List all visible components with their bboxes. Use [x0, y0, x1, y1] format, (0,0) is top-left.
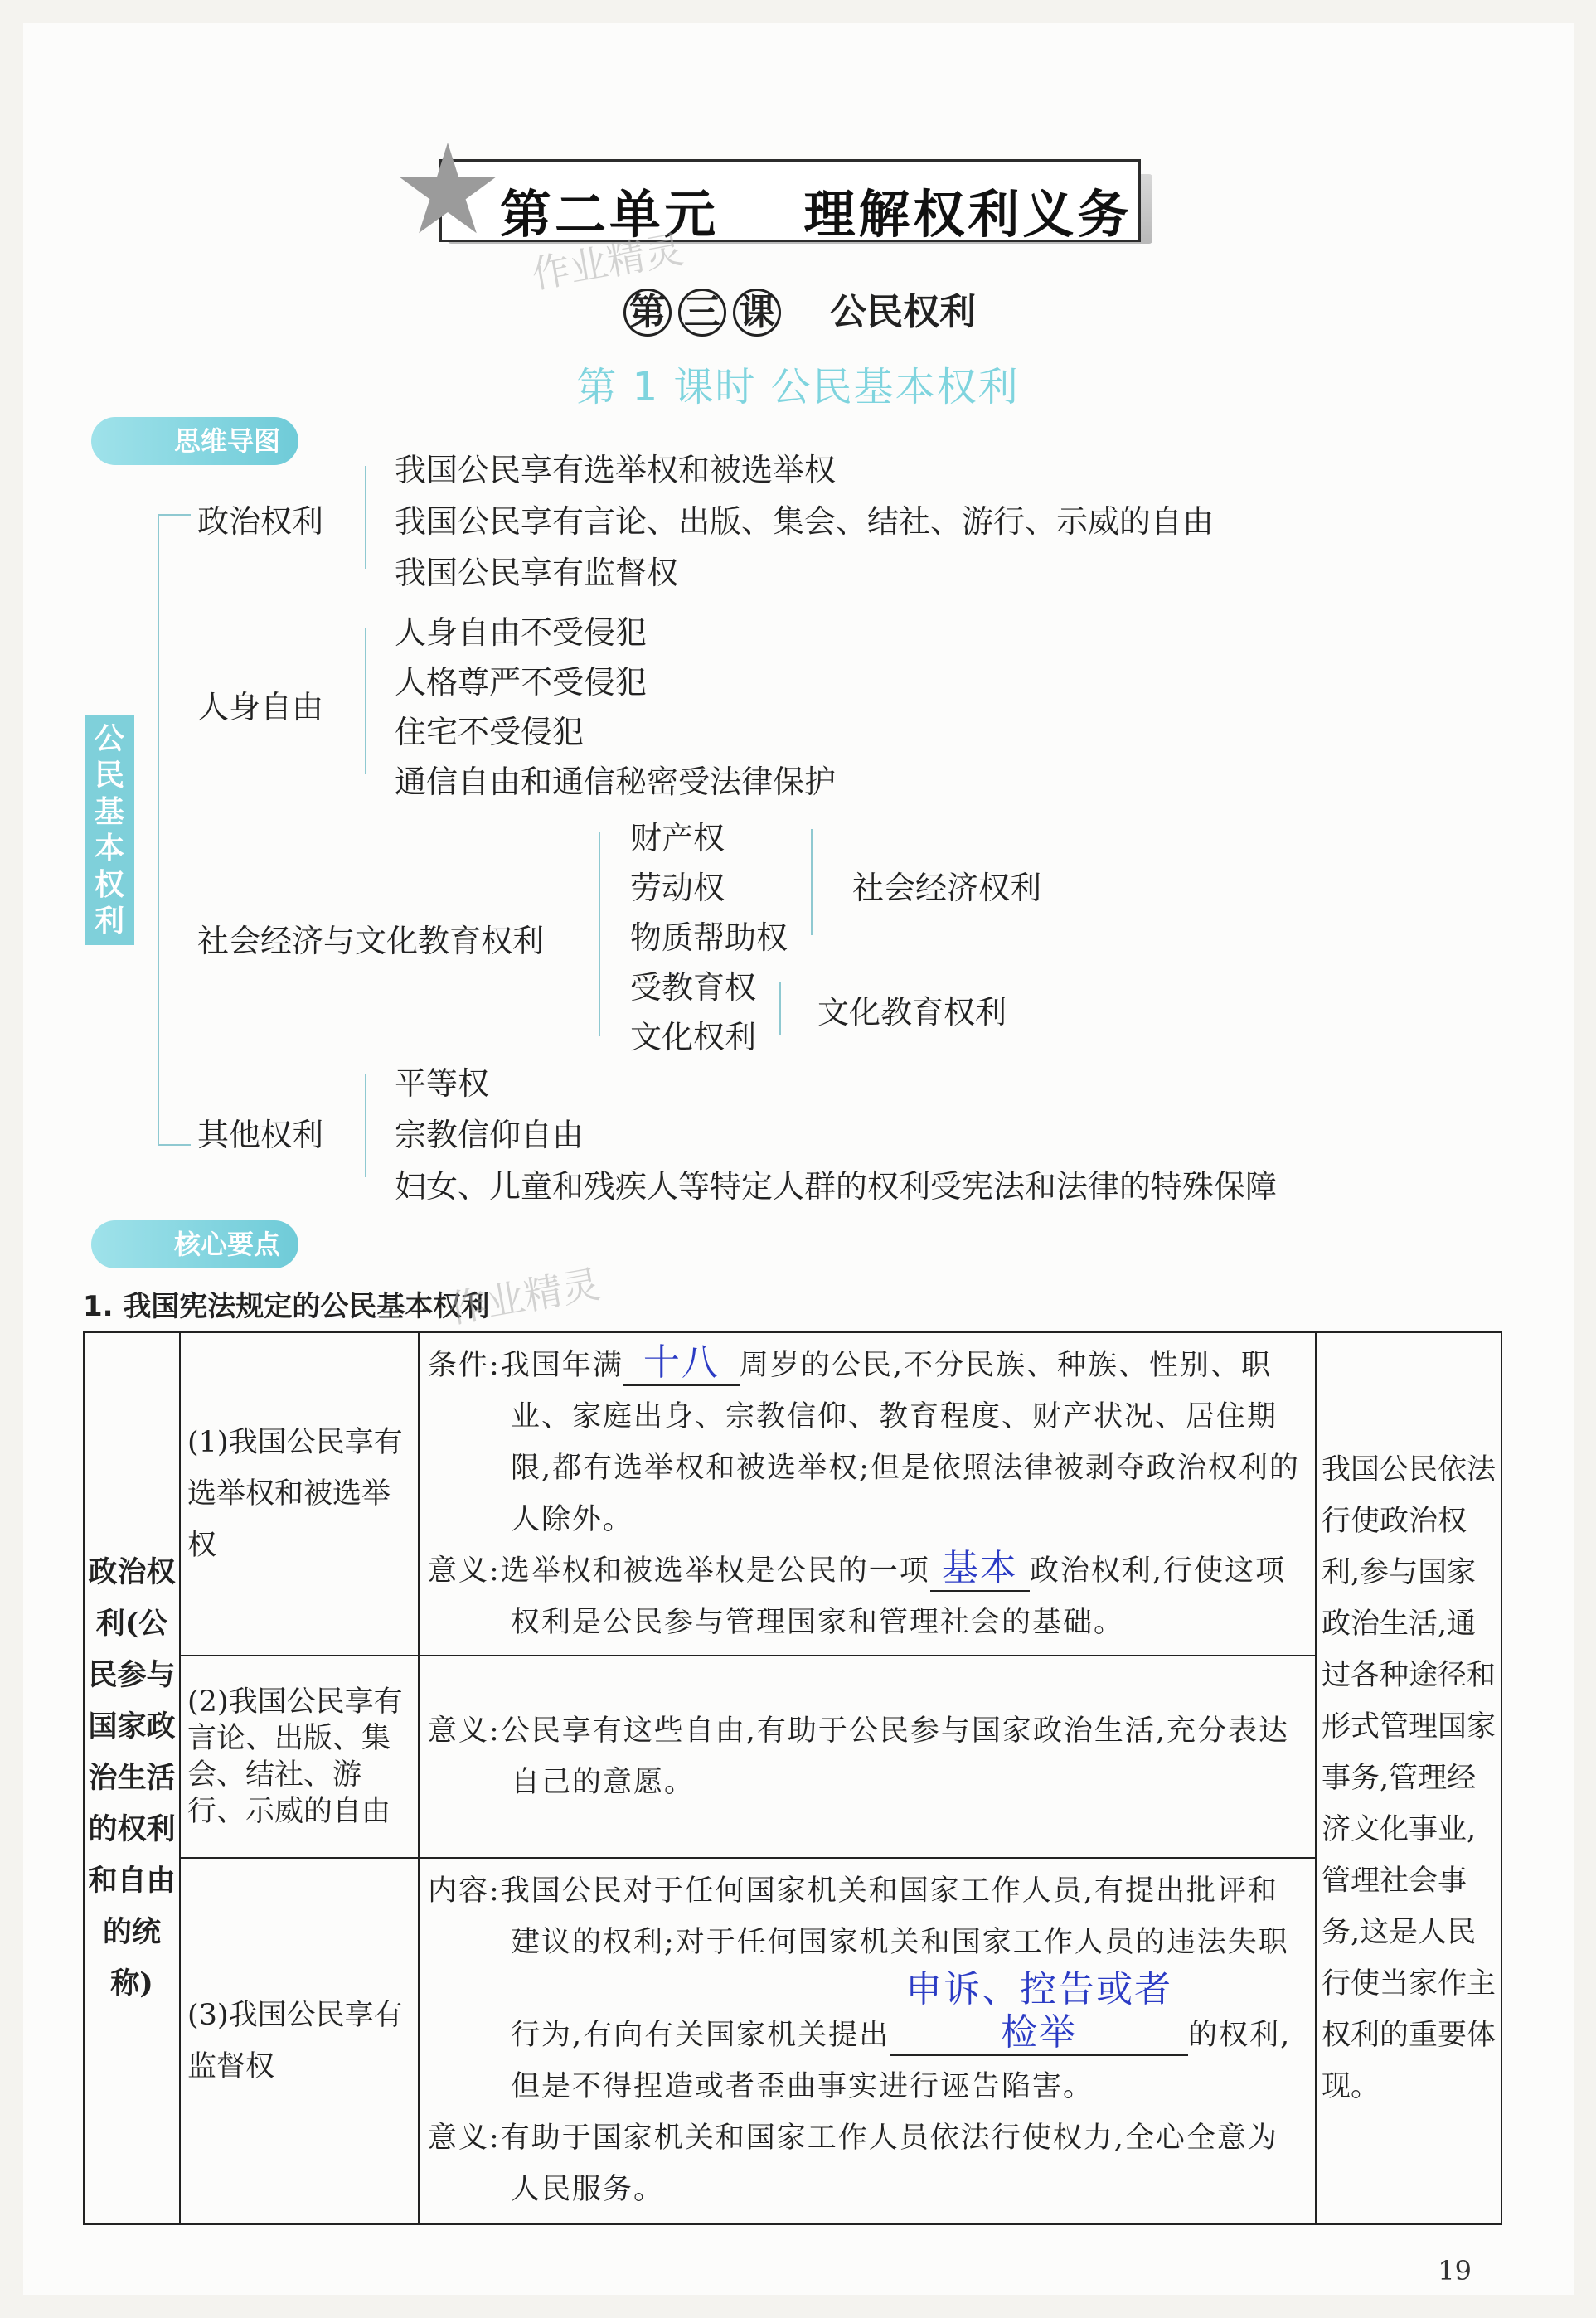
sub-cell: (3)我国公民享有监督权: [180, 1858, 419, 2224]
political-item: 我国公民享有言论、出版、集会、结社、游行、示威的自由: [395, 503, 1215, 540]
line-text: 公民享有这些自由,有助于公民参与国家政治生活,充分表达自己的意愿。: [500, 1714, 1290, 1799]
mindmap-root: 公民基本权利: [85, 715, 134, 945]
other-label: 其他权利: [197, 1117, 324, 1153]
other-item: 平等权: [395, 1065, 490, 1102]
line-text: 选举权和被选举权是公民的一项: [500, 1554, 930, 1588]
line-label: 意义:: [428, 2122, 501, 2155]
line-label: 意义:: [428, 1554, 501, 1588]
lesson-name: 公民权利: [830, 291, 977, 333]
personal-item: 通信自由和通信秘密受法律保护: [395, 764, 837, 800]
social-item: 受教育权: [630, 969, 757, 1006]
social-group1: 社会经济权利: [852, 870, 1042, 906]
group2-line: [779, 982, 781, 1035]
line-text: 有助于国家机关和国家工作人员依法行使权力,全心全意为人民服务。: [500, 2122, 1278, 2206]
social-group2: 文化教育权利: [817, 994, 1007, 1030]
answer-blank: 十八: [623, 1341, 740, 1386]
lesson-prefix: 第: [623, 289, 672, 337]
personal-item: 人格尊严不受侵犯: [395, 664, 648, 701]
line-text: 我国公民对于任何国家机关和国家工作人员,有提出批评和建议的权利;对于任何国家机关和国家工作人员的违法失职行为,有向有关国家机关提出: [500, 1874, 1289, 2052]
content-line: [428, 1865, 1307, 2112]
other-item: 妇女、儿童和残疾人等特定人群的权利受宪法和法律的特殊保障: [395, 1168, 1278, 1205]
unit-banner: [431, 154, 1161, 247]
condition-line: [428, 1340, 1307, 1545]
line-text: 的权利,但是不得捏造或者歪曲事实进行诬告陷害。: [511, 2019, 1292, 2103]
social-branch-line: [599, 832, 600, 1036]
political-label: 政治权利: [197, 503, 324, 540]
other-branch-line: [365, 1074, 366, 1177]
political-item: 我国公民享有监督权: [395, 555, 679, 591]
banner-box: [439, 159, 1141, 245]
personal-item: 住宅不受侵犯: [395, 714, 585, 750]
root-branch-line: [158, 514, 159, 1144]
desc-cell: [419, 1858, 1316, 2224]
political-branch-line: [365, 466, 366, 569]
other-item: 宗教信仰自由: [395, 1117, 585, 1153]
connector-line: [158, 1144, 191, 1146]
line-label: 条件:: [428, 1349, 501, 1382]
keypoints-badge: 核心要点: [91, 1220, 298, 1268]
meaning-line: [428, 1705, 1307, 1808]
personal-label: 人身自由: [197, 689, 324, 725]
social-item: 劳动权: [630, 870, 725, 906]
keypoints-table: [83, 1331, 1502, 2225]
social-item: 物质帮助权: [630, 919, 788, 956]
lesson-title: [0, 282, 1596, 337]
desc-cell: [419, 1332, 1316, 1656]
social-item: 文化权利: [630, 1019, 757, 1055]
mindmap-badge: 思维导图: [91, 417, 298, 465]
line-text: 周岁的公民,不分民族、种族、性别、职业、家庭出身、宗教信仰、教育程度、财产状况、居住期限,都有选举权和被选举权;但是依照法律被剥夺政治权利的人除外。: [511, 1349, 1300, 1536]
political-item: 我国公民享有选举权和被选举权: [395, 452, 837, 488]
period-title: 第 1 课时 公民基本权利: [576, 364, 1020, 410]
category-cell: 政治权利(公民参与国家政治生活的权利和自由的统称): [84, 1332, 180, 2224]
line-text: 我国年满: [500, 1349, 623, 1382]
meaning-line: [428, 2112, 1307, 2215]
summary-cell: 我国公民依法行使政治权利,参与国家政治生活,通过各种途径和形式管理国家事务,管理经济文化事业,管理社会事务,这是人民行使当家作主权利的重要体现。: [1316, 1332, 1501, 2224]
lesson-suffix: 课: [733, 289, 781, 337]
answer-blank: 申诉、控告或者检举: [890, 1968, 1188, 2056]
social-label: 社会经济与文化教育权利: [197, 923, 545, 959]
sub-cell: (2)我国公民享有言论、出版、集会、结社、游行、示威的自由: [180, 1656, 419, 1858]
answer-blank: 基本: [930, 1547, 1030, 1592]
personal-branch-line: [365, 628, 366, 774]
unit-title: 第二单元 理解权利义务: [500, 184, 1133, 245]
lesson-number: 三: [678, 289, 726, 337]
connector-line: [158, 514, 191, 516]
group1-line: [811, 829, 813, 935]
keypoints-heading: 1. 我国宪法规定的公民基本权利: [83, 1290, 490, 1323]
watermark: 作业精灵: [528, 226, 686, 298]
line-text: 政治权利,行使这项权利是公民参与管理国家和管理社会的基础。: [511, 1554, 1286, 1639]
desc-cell: [419, 1656, 1316, 1858]
personal-item: 人身自由不受侵犯: [395, 614, 648, 651]
page-number: 19: [1438, 2255, 1472, 2286]
social-item: 财产权: [630, 820, 725, 856]
line-label: 意义:: [428, 1714, 501, 1748]
watermark: 作业精灵: [445, 1261, 604, 1332]
sub-cell: (1)我国公民享有选举权和被选举权: [180, 1332, 419, 1656]
meaning-line: [428, 1545, 1307, 1648]
line-label: 内容:: [428, 1874, 501, 1908]
